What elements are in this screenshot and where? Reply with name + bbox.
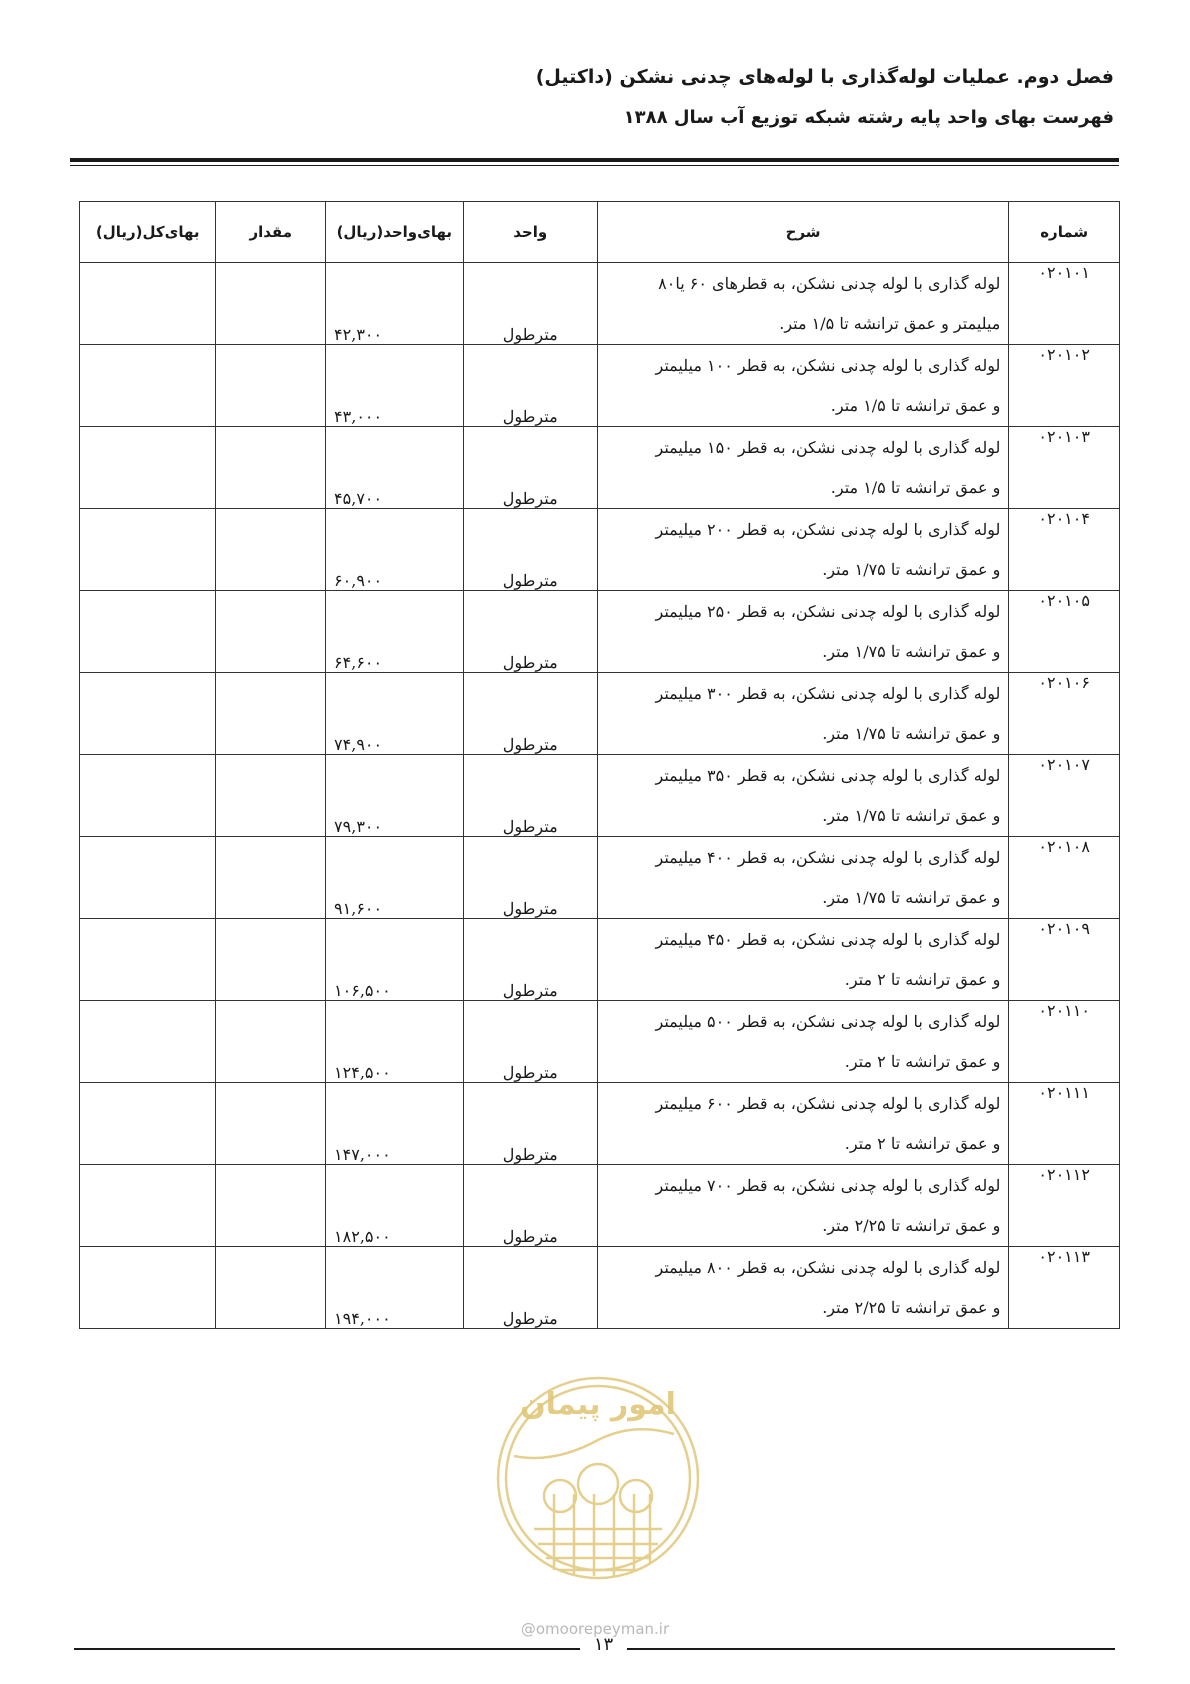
table-row <box>80 263 1120 345</box>
item-unit-price: ۷۹,۳۰۰ <box>326 755 464 837</box>
item-description-line2: و عمق ترانشه تا ۱/۷۵ متر. <box>822 805 1001 825</box>
chapter-title: فصل دوم. عملیات لوله‌گذاری با لوله‌های چدنی نشکن (داکتیل) <box>535 66 1114 88</box>
item-description-line1: لوله گذاری با لوله چدنی نشکن، به قطر ۳۵۰ میلیمتر <box>655 765 1001 785</box>
item-quantity <box>216 427 326 509</box>
item-unit-price: ۱۴۷,۰۰۰ <box>326 1083 464 1165</box>
item-description-line1: لوله گذاری با لوله چدنی نشکن، به قطر ۶۰۰ میلیمتر <box>655 1093 1001 1113</box>
item-total <box>80 1001 216 1083</box>
item-unit: مترطول <box>463 837 597 919</box>
table-row <box>80 345 1120 427</box>
item-quantity <box>216 591 326 673</box>
item-number: ۰۲۰۱۰۶ <box>1009 673 1120 755</box>
price-list-title: فهرست بهای واحد پایه رشته شبکه توزیع آب سال ۱۳۸۸ <box>623 107 1114 128</box>
item-number: ۰۲۰۱۰۸ <box>1009 837 1120 919</box>
item-description <box>597 1247 1008 1329</box>
col-header-quantity: مقدار <box>216 202 326 263</box>
footer-rule-left <box>74 1648 580 1650</box>
item-unit: مترطول <box>463 1001 597 1083</box>
item-unit: مترطول <box>463 345 597 427</box>
item-unit-price: ۹۱,۶۰۰ <box>326 837 464 919</box>
item-description <box>597 673 1008 755</box>
item-unit: مترطول <box>463 509 597 591</box>
item-description <box>597 263 1008 345</box>
item-quantity <box>216 755 326 837</box>
col-header-unit: واحد <box>463 202 597 263</box>
item-total <box>80 427 216 509</box>
item-quantity <box>216 1247 326 1329</box>
item-description <box>597 1083 1008 1165</box>
table-row <box>80 1083 1120 1165</box>
item-description-line2: و عمق ترانشه تا ۱/۷۵ متر. <box>822 559 1001 579</box>
item-total <box>80 919 216 1001</box>
item-quantity <box>216 1001 326 1083</box>
item-unit: مترطول <box>463 1165 597 1247</box>
item-description <box>597 919 1008 1001</box>
item-description-line1: لوله گذاری با لوله چدنی نشکن، به قطر ۷۰۰ میلیمتر <box>655 1175 1001 1195</box>
col-header-description: شرح <box>597 202 1008 263</box>
item-unit-price: ۶۰,۹۰۰ <box>326 509 464 591</box>
item-description <box>597 509 1008 591</box>
item-unit-price: ۶۴,۶۰۰ <box>326 591 464 673</box>
item-description-line1: لوله گذاری با لوله چدنی نشکن، به قطر ۴۵۰ میلیمتر <box>655 929 1001 949</box>
item-number: ۰۲۰۱۱۰ <box>1009 1001 1120 1083</box>
item-quantity <box>216 345 326 427</box>
item-description-line1: لوله گذاری با لوله چدنی نشکن، به قطر ۸۰۰ میلیمتر <box>655 1257 1001 1277</box>
item-quantity <box>216 1083 326 1165</box>
table-row <box>80 1247 1120 1329</box>
item-description-line1: لوله گذاری با لوله چدنی نشکن، به قطر ۳۰۰ میلیمتر <box>655 683 1001 703</box>
item-total <box>80 509 216 591</box>
item-description <box>597 1165 1008 1247</box>
item-unit: مترطول <box>463 755 597 837</box>
item-description-line2: و عمق ترانشه تا ۲ متر. <box>844 1051 1001 1071</box>
item-unit-price: ۱۹۴,۰۰۰ <box>326 1247 464 1329</box>
item-description-line2: و عمق ترانشه تا ۱/۷۵ متر. <box>822 723 1001 743</box>
item-unit: مترطول <box>463 1247 597 1329</box>
item-number: ۰۲۰۱۰۵ <box>1009 591 1120 673</box>
col-header-number: شماره <box>1009 202 1120 263</box>
table-row <box>80 919 1120 1001</box>
item-number: ۰۲۰۱۰۲ <box>1009 345 1120 427</box>
item-number: ۰۲۰۱۱۲ <box>1009 1165 1120 1247</box>
table-row <box>80 1001 1120 1083</box>
header-rule-thin <box>70 165 1119 166</box>
footer-rule-right <box>627 1648 1115 1650</box>
item-description-line2: و عمق ترانشه تا ۲ متر. <box>844 969 1001 989</box>
watermark-site-handle: @omoorepeyman.ir <box>520 1620 670 1638</box>
item-description-line1: لوله گذاری با لوله چدنی نشکن، به قطر ۴۰۰ میلیمتر <box>655 847 1001 867</box>
item-description-line2: و عمق ترانشه تا ۲/۲۵ متر. <box>822 1297 1001 1317</box>
item-description-line2: و عمق ترانشه تا ۱/۷۵ متر. <box>822 887 1001 907</box>
item-total <box>80 263 216 345</box>
item-total <box>80 837 216 919</box>
item-quantity <box>216 263 326 345</box>
item-unit: مترطول <box>463 919 597 1001</box>
item-description <box>597 591 1008 673</box>
item-total <box>80 1165 216 1247</box>
item-description <box>597 1001 1008 1083</box>
item-unit-price: ۴۲,۳۰۰ <box>326 263 464 345</box>
col-header-total: بهای‌کل(ریال) <box>80 202 216 263</box>
item-description-line1: لوله گذاری با لوله چدنی نشکن، به قطر ۱۵۰ میلیمتر <box>655 437 1001 457</box>
item-quantity <box>216 837 326 919</box>
header-rule-thick <box>70 158 1119 162</box>
table-row <box>80 509 1120 591</box>
item-description-line1: لوله گذاری با لوله چدنی نشکن، به قطر ۲۵۰ میلیمتر <box>655 601 1001 621</box>
item-unit-price: ۱۸۲,۵۰۰ <box>326 1165 464 1247</box>
item-unit: مترطول <box>463 1083 597 1165</box>
item-total <box>80 345 216 427</box>
item-total <box>80 673 216 755</box>
table-row <box>80 755 1120 837</box>
price-table <box>79 201 1120 1329</box>
item-description-line2: و عمق ترانشه تا ۱/۷۵ متر. <box>822 641 1001 661</box>
item-total <box>80 1083 216 1165</box>
item-unit: مترطول <box>463 427 597 509</box>
item-description <box>597 837 1008 919</box>
item-quantity <box>216 509 326 591</box>
item-unit-price: ۴۳,۰۰۰ <box>326 345 464 427</box>
table-row <box>80 1165 1120 1247</box>
item-number: ۰۲۰۱۱۳ <box>1009 1247 1120 1329</box>
table-header-row <box>80 202 1120 263</box>
col-header-unit-price: بهای‌واحد(ریال) <box>326 202 464 263</box>
item-number: ۰۲۰۱۰۴ <box>1009 509 1120 591</box>
item-description-line1: لوله گذاری با لوله چدنی نشکن، به قطرهای ۶۰ یا۸۰ <box>658 273 1001 293</box>
item-description <box>597 427 1008 509</box>
item-unit: مترطول <box>463 673 597 755</box>
table-row <box>80 673 1120 755</box>
item-unit-price: ۷۴,۹۰۰ <box>326 673 464 755</box>
item-unit-price: ۱۲۴,۵۰۰ <box>326 1001 464 1083</box>
item-unit-price: ۱۰۶,۵۰۰ <box>326 919 464 1001</box>
table-row <box>80 427 1120 509</box>
item-description-line2: و عمق ترانشه تا ۲ متر. <box>844 1133 1001 1153</box>
item-total <box>80 591 216 673</box>
item-total <box>80 1247 216 1329</box>
table-row <box>80 591 1120 673</box>
item-unit: مترطول <box>463 263 597 345</box>
item-number: ۰۲۰۱۰۳ <box>1009 427 1120 509</box>
item-unit: مترطول <box>463 591 597 673</box>
item-number: ۰۲۰۱۰۷ <box>1009 755 1120 837</box>
item-description <box>597 345 1008 427</box>
item-number: ۰۲۰۱۱۱ <box>1009 1083 1120 1165</box>
item-number: ۰۲۰۱۰۹ <box>1009 919 1120 1001</box>
item-description <box>597 755 1008 837</box>
item-quantity <box>216 673 326 755</box>
logo-text: امور پیمان <box>520 1387 676 1422</box>
item-number: ۰۲۰۱۰۱ <box>1009 263 1120 345</box>
item-unit-price: ۴۵,۷۰۰ <box>326 427 464 509</box>
table-row <box>80 837 1120 919</box>
item-description-line1: لوله گذاری با لوله چدنی نشکن، به قطر ۱۰۰ میلیمتر <box>655 355 1001 375</box>
item-quantity <box>216 919 326 1001</box>
item-quantity <box>216 1165 326 1247</box>
item-description-line1: لوله گذاری با لوله چدنی نشکن، به قطر ۵۰۰ میلیمتر <box>655 1011 1001 1031</box>
item-total <box>80 755 216 837</box>
item-description-line2: و عمق ترانشه تا ۲/۲۵ متر. <box>822 1215 1001 1235</box>
item-description-line2: و عمق ترانشه تا ۱/۵ متر. <box>830 477 1001 497</box>
page-number: ۱۳ <box>593 1634 614 1655</box>
omoorepeyman-logo-watermark <box>494 1344 702 1616</box>
document-header <box>536 58 1114 140</box>
item-description-line2: میلیمتر و عمق ترانشه تا ۱/۵ متر. <box>779 313 1001 333</box>
item-description-line1: لوله گذاری با لوله چدنی نشکن، به قطر ۲۰۰ میلیمتر <box>655 519 1001 539</box>
item-description-line2: و عمق ترانشه تا ۱/۵ متر. <box>830 395 1001 415</box>
